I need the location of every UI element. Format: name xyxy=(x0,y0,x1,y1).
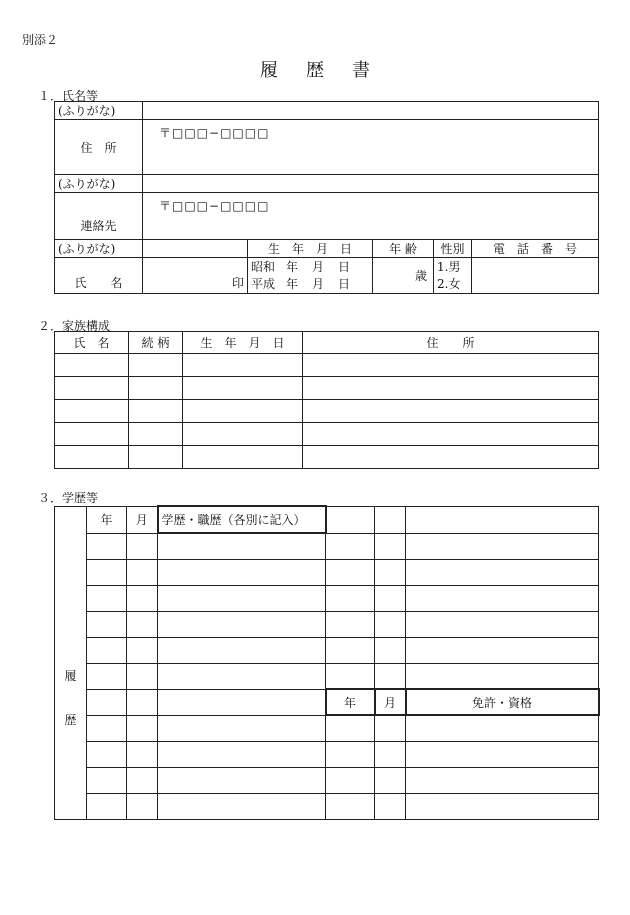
table-row xyxy=(55,559,599,585)
sex-option-male[interactable]: 1.男 xyxy=(437,259,461,274)
contact-label: 連絡先 xyxy=(55,193,143,240)
postal-code-placeholder: 〒□□□−□□□□ xyxy=(159,199,270,213)
table-row xyxy=(55,741,599,767)
table-row xyxy=(55,585,599,611)
age-field[interactable] xyxy=(373,258,434,294)
license-header-month: 月 xyxy=(375,689,406,715)
table-row xyxy=(55,663,599,689)
table-row xyxy=(55,637,599,663)
dob-field[interactable]: 昭和 年 月 日 平成 年 月 日 xyxy=(248,258,373,294)
section-1-title: １．氏名等 xyxy=(38,89,99,103)
sex-option-female[interactable]: 2.女 xyxy=(437,276,461,291)
postal-code-placeholder: 〒□□□−□□□□ xyxy=(159,126,270,140)
contact-furigana-field[interactable] xyxy=(143,175,599,193)
furigana-label: (ふりがな) xyxy=(55,102,143,120)
edu-header-month: 月 xyxy=(127,506,158,533)
table-row xyxy=(55,423,599,446)
page-label: 別添２ xyxy=(22,33,59,47)
section-3-title: ３．学歴等 xyxy=(38,491,99,505)
address-field[interactable] xyxy=(143,120,599,175)
name-furigana-field[interactable] xyxy=(143,240,248,258)
table-row xyxy=(55,446,599,469)
table-row xyxy=(55,533,599,559)
phone-field[interactable] xyxy=(472,258,599,294)
history-table xyxy=(54,505,600,820)
personal-info-table xyxy=(54,101,599,294)
license-header-content: 免許・資格 xyxy=(406,689,599,715)
table-row xyxy=(55,377,599,400)
dob-header: 生 年 月 日 xyxy=(248,240,373,258)
name-field[interactable] xyxy=(143,258,248,294)
address-label: 住 所 xyxy=(55,120,143,175)
seal-mark: 印 xyxy=(231,276,244,290)
furigana-label: (ふりがな) xyxy=(55,240,143,258)
age-unit: 歳 xyxy=(414,269,427,283)
address-furigana-field[interactable] xyxy=(143,102,599,120)
history-side-label: 履 歴 xyxy=(55,506,87,819)
table-row xyxy=(55,715,599,741)
family-header-relation: 続 柄 xyxy=(129,332,183,354)
sex-field[interactable] xyxy=(434,258,472,294)
license-header-year: 年 xyxy=(326,689,375,715)
age-header: 年 齢 xyxy=(373,240,434,258)
phone-header: 電 話 番 号 xyxy=(472,240,599,258)
furigana-label: (ふりがな) xyxy=(55,175,143,193)
name-label: 氏 名 xyxy=(55,258,143,294)
family-header-name: 氏 名 xyxy=(55,332,129,354)
edu-header-year: 年 xyxy=(87,506,127,533)
table-row xyxy=(55,354,599,377)
contact-field[interactable] xyxy=(143,193,599,240)
family-table xyxy=(54,331,599,469)
table-row xyxy=(55,767,599,793)
section-2-title: ２．家族構成 xyxy=(38,319,111,333)
table-row xyxy=(55,611,599,637)
table-row xyxy=(55,400,599,423)
family-header-dob: 生 年 月 日 xyxy=(183,332,303,354)
document-title: 履 歴 書 xyxy=(260,60,370,81)
edu-header-content: 学歴・職歴（各別に記入） xyxy=(158,506,326,533)
table-row xyxy=(55,793,599,819)
sex-header: 性別 xyxy=(434,240,472,258)
family-header-address: 住 所 xyxy=(303,332,599,354)
